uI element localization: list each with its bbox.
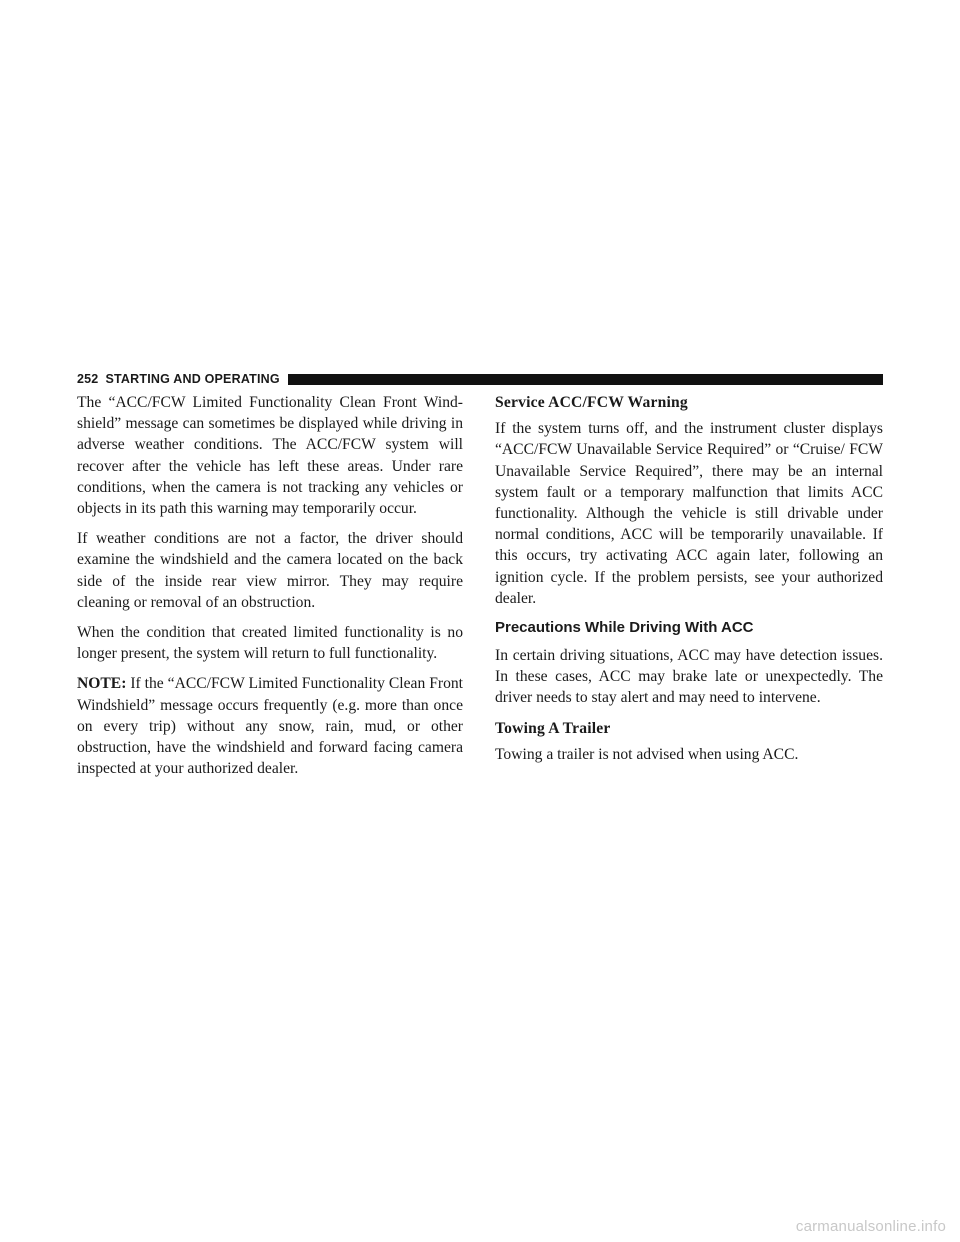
paragraph-examine-windshield: If weather conditions are not a factor, the driver should examine the windshield and the camera located on the back side of the inside rear view mirror. They may require cleaning or removal of an obstruction.: [77, 530, 463, 611]
paragraph-precautions: In certain driving situations, ACC may have detection issues. In these cases, ACC may brake late or unexpectedly. The driver needs to stay alert and may need to intervene.: [495, 647, 883, 707]
right-column: [495, 392, 883, 774]
heading-towing: Towing A Trailer: [495, 719, 611, 737]
left-column: [77, 392, 463, 788]
paragraph-service-warning: If the system turns off, and the instrument cluster displays “ACC/FCW Unavailable Service Required” or “Cruise/ FCW Unavailable Service Required”, there may be an internal system fault or a temporary malfunction that limits ACC functionality. Although the vehicle is still drivable under normal conditions, ACC will be temporarily unavailable. If this occurs, try activating ACC again later, following an ignition cycle. If the problem persists, see your authorized dealer.: [495, 420, 883, 607]
paragraph-towing: Towing a trailer is not advised when using ACC.: [495, 745, 799, 763]
heading-service-warning: Service ACC/FCW Warning: [495, 394, 688, 411]
note-paragraph: [77, 673, 463, 779]
watermark: carmanualsonline.info: [795, 1218, 946, 1235]
paragraph-full-functionality: When the condition that created limited functionality is no longer present, the system will return to full functionality.: [77, 624, 463, 663]
heading-precautions: Precautions While Driving With ACC: [495, 619, 754, 637]
page-number: 252: [77, 372, 99, 386]
paragraph-weather-message: The “ACC/FCW Limited Functionality Clean Front Windshield” message can sometimes be displayed while driving in adverse weather conditions. The ACC/FCW system will recover after the vehicle has left these areas. Under rare conditions, when the camera is not tracking any vehicles or objects in its path this warning may temporarily occur.: [77, 394, 463, 518]
section-title: STARTING AND OPERATING: [105, 372, 280, 386]
header-rule: [288, 374, 883, 385]
page-header: [77, 371, 883, 387]
note-text: If the “ACC/FCW Limited Functionality Clean Front Windshield” message occurs frequently (e.g. more than once on every trip) without any snow, rain, mud, or other obstruction, have the windshield and forward facing camera inspected at your authorized dealer.: [77, 675, 463, 778]
note-label: NOTE:: [77, 675, 127, 693]
